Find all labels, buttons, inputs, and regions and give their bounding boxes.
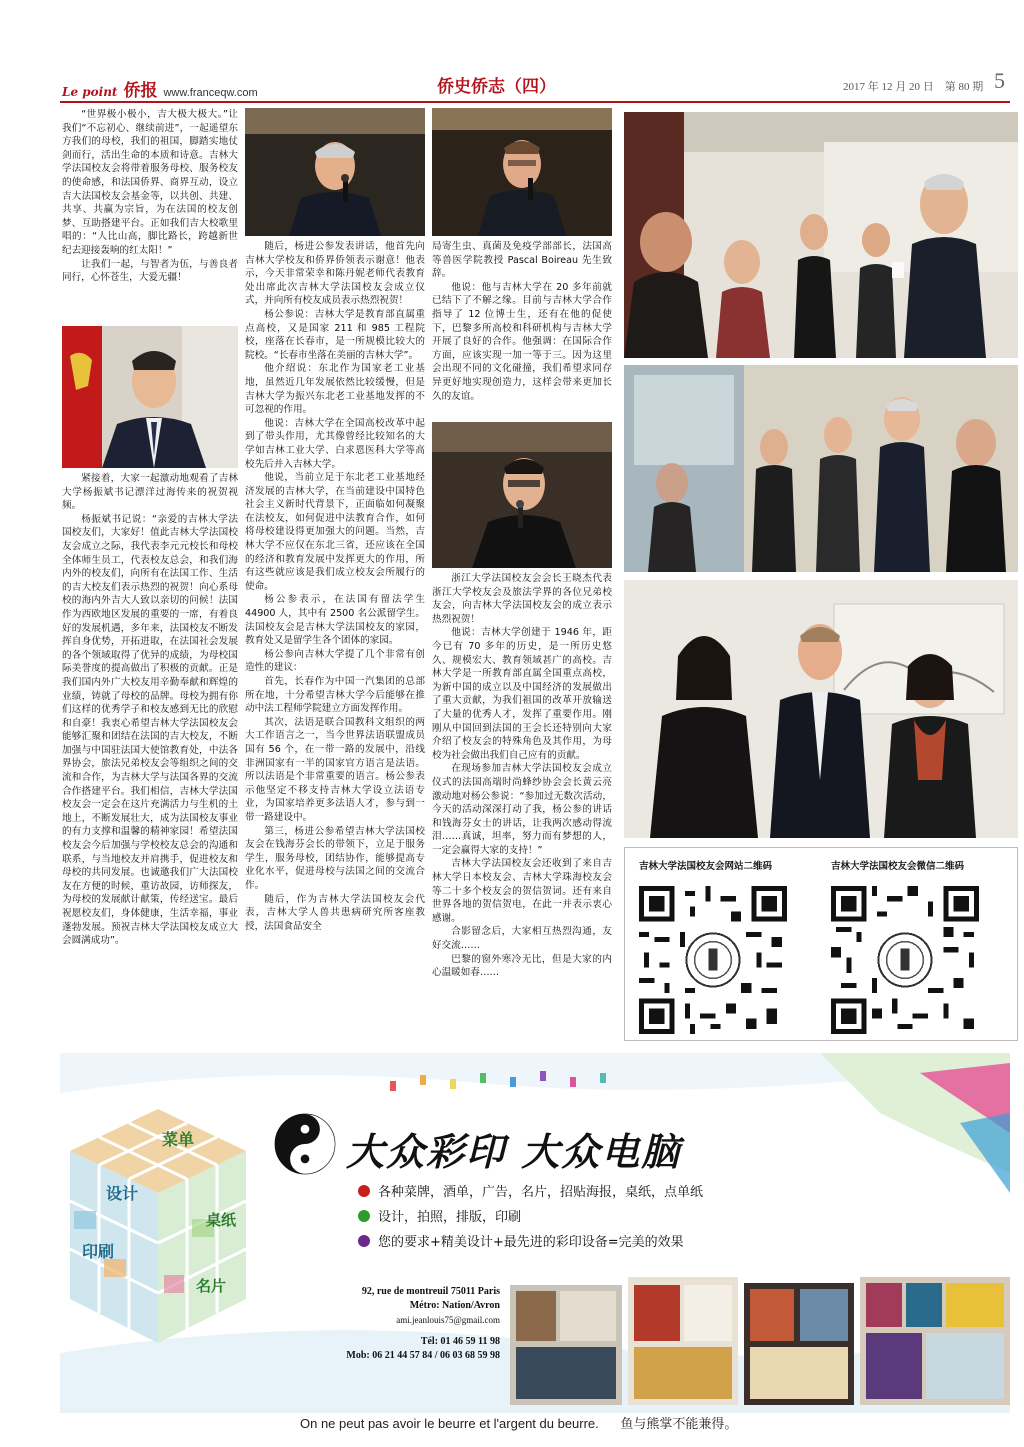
- paragraph: 第三，杨进公参希望吉林大学法国校友会在钱海芬会长的带领下，立足于服务学生，服务母校，团结协作，能够提高专业化水平，促进母校与法国之间的交流合作。: [245, 825, 425, 891]
- ad-bullet: 各种菜牌，酒单，广告，名片，招贴海报，桌纸，点单纸: [358, 1181, 703, 1200]
- ad-brand-name: 大众彩印 大众电脑: [346, 1129, 682, 1174]
- photo-reception-1: [624, 112, 1018, 358]
- photo-party-secretary: [62, 326, 238, 468]
- ad-bullet: 设计，拍照，排版，印刷: [358, 1206, 703, 1225]
- ad-metro: Métro: Nation/Avron: [409, 1300, 500, 1311]
- paragraph: 杨公参说：吉林大学是教育部直属重点高校，又是国家 211 和 985 工程院校，座落在长春市，是一所规模比较大的院校。“长春市坐落在美丽的吉林大学”。: [245, 308, 425, 361]
- ad-email[interactable]: ami.jeanlouis75@gmail.com: [396, 1315, 500, 1325]
- print-shop-ad: [60, 1053, 1010, 1413]
- photo-group-three: [624, 580, 1018, 838]
- paragraph: 让我们一起，与智者为伍，与善良者同行，心怀苍生，大爱无疆！: [62, 258, 238, 284]
- header-rule: [60, 101, 1010, 103]
- page-number: 5: [994, 68, 1005, 93]
- paragraph: “世界极小极小，吉大极大极大。”让我们“不忘初心、继续前进”，一起遥望东方我们的母校，我们的祖国，脚踏实地仗剑而行，活出生命的本质和诗意。吉林大学法国校友会将带着服务母校、服务校友的使命感，和法国侨界、商界互动，设立吉大法国校友会基金等，以共创、共建、共享、共赢为宗旨，为在法国的校友创梦、互助搭建平台。正如我们吉大校歌里唱的：“人比山高，脚比路长，跨越新世纪去迎接轰响的红太阳！”: [62, 109, 238, 256]
- column-1-top: [62, 108, 238, 320]
- photo-reception-2: [624, 365, 1018, 572]
- cube-label: 印刷: [82, 1242, 115, 1261]
- paragraph: 吉林大学法国校友会还收到了来自吉林大学日本校友会、吉林大学珠海校友会等二十多个校友会的贺信贺词。还有来自世界各地的贺信贺电，在此一并表示衷心感谢。: [432, 858, 612, 924]
- ad-address: 92, rue de montreuil 75011 Paris: [361, 1286, 500, 1297]
- paragraph: 浙江大学法国校友会会长王晓杰代表浙江大学校友会及旅法学界的各位兄弟校友会，向吉林大学法国校友会的成立表示热烈祝贺！: [432, 573, 612, 625]
- site-url[interactable]: www.franceqw.com: [163, 87, 258, 99]
- paragraph: 局寄生虫、真菌及免疫学部部长，法国高等兽医学院教授 Pascal Boireau 先生致辞。: [432, 241, 612, 280]
- masthead: [62, 76, 258, 101]
- bullet-dot-icon: [358, 1235, 370, 1247]
- cube-label: 设计: [106, 1184, 139, 1203]
- paragraph: 杨公参向吉林大学提了几个非常有创造性的建议：: [245, 648, 425, 674]
- qr-code-website[interactable]: [639, 886, 787, 1034]
- paragraph: 他说：吉林大学在全国高校改革中起到了带头作用，尤其像曾经比较知名的大学如吉林工业大学、白求恩医科大学等高校先后并入吉林大学。: [245, 417, 425, 470]
- issue-date: 2017 年 12 月 20 日 第 80 期: [843, 81, 984, 93]
- qr-site-title: 吉林大学法国校友会网站二维码: [639, 861, 773, 872]
- product-samples-collage: [510, 1277, 1010, 1407]
- masthead-title: 侨报: [123, 81, 158, 101]
- paragraph: 随后，杨进公参发表讲话，他首先向吉林大学校友和侨界侨领表示谢意！他表示，今天非常荣幸和陈丹妮老师代表教育处出席此次吉林大学法国校友会成立仪式，并向所有校友成员表示热烈祝贺！: [245, 241, 425, 307]
- qr-code-wechat[interactable]: [831, 886, 979, 1034]
- paragraph: 在现场参加吉林大学法国校友会成立仪式的法国高端时尚蜂纱协会会长黄云亮激动地对杨公参说：“参加过无数次活动，今天的活动深深打动了我，杨公参的讲话和钱海芬女士的讲话，让我两次感动得流泪……真诚，坦率，努力而有梦想的人，一定会赢得大家的支持！”: [432, 763, 612, 856]
- cube-label: 菜单: [162, 1130, 195, 1149]
- bullet-dot-icon: [358, 1210, 370, 1222]
- section-title: 侨史侨志（四）: [437, 77, 556, 97]
- column-2-text: [245, 240, 425, 1046]
- column-1-bottom: [62, 472, 238, 1044]
- paragraph: 他说，当前立足于东北老工业基地经济发展的吉林大学，在当前建设中国特色社会主义新时代背景下，正面临如何凝聚在法校友，如何促进中法教育合作，如何将母校建设得更加强大的问题。当然，吉林大学不应仅在东北三省，还应该在全国的经济和教育发展中发挥更大的作用，所有这些就应该是我们成立校友会所履行的使命。: [245, 472, 425, 592]
- photo-speaker-yang: [245, 108, 425, 236]
- column-3-bottom: [432, 572, 612, 1046]
- paragraph: 其次，法语是联合国教科文组织的两大工作语言之一，当今世界法语联盟成员国有 56 个，在一带一路的发展中，沿线非洲国家有一半的国家官方语言是法语。所以法语是个非常重要的语言。杨公参表示他坚定不移支持吉林大学设立法语专业，为国家培养更多法语人才，参与到一带一路建设中。: [245, 716, 425, 823]
- paragraph: 首先，长春作为中国一汽集团的总部所在地，十分希望吉林大学今后能够在推动中法工程师学院建立方面发挥作用。: [245, 676, 425, 715]
- ad-contact: [254, 1285, 500, 1363]
- yin-yang-logo-icon: [274, 1113, 336, 1175]
- ad-phone[interactable]: Tél: 01 46 59 11 98: [420, 1336, 500, 1347]
- cube-label: 桌纸: [206, 1211, 237, 1229]
- paragraph: 巴黎的窗外寒冷无比，但是大家的内心温暖如春……: [432, 953, 612, 979]
- masthead-small: Le point: [62, 85, 118, 99]
- qr-wechat-title: 吉林大学法国校友会微信二维码: [831, 861, 965, 872]
- rubiks-cube-graphic: [60, 1099, 256, 1349]
- paragraph: 他介绍说：东北作为国家老工业基地，虽然近几年发展依然比较缓慢，但是吉林大学为振兴东北老工业基地发挥的不可忽视的作用。: [245, 363, 425, 416]
- paragraph: 杨振斌书记说：“亲爱的吉林大学法国校友们，大家好！值此吉林大学法国校友会成立之际，我代表李元元校长和母校全体师生员工，代表校友总会，和我们海内外的校友们，向所有在法国工作、生活的吉大校友们表示热烈的祝贺！向心系母校的海内外吉大人致以亲切的问候！法国作为西欧地区发展的重要的一席，有着良好的发展机遇，多年来，法国校友不断发挥自身优势，开拓进取，在法国社会发展的各个领域取得了优异的成绩，为母校国际美誉度的提高做出了积极的贡献。正是我们国内外广大校友用辛勤奉献和辉煌的业绩，铸就了母校的品牌。母校为拥有你们这样的优秀学子和校友感到无比的欣慰和自豪！我衷心希望吉林大学法国校友会能够汇聚和团结在法国的吉大校友，不断加强与中国驻法国大使馆教育处，中法各界协会，旅法兄弟校友会等组织之间的交流和合作，为吉林大学与法国各界的交流合作搭建平台。我们相信，吉林大学法国校友会一定会在这片充满活力与生机的土地上，不断发展壮大，成为法国校友事业的有力支撑和温馨的精神家园！希望法国校友会今后加强与学校校友总会的沟通和联系，与当地校友并肩携手，促进校友和母校的共同发展。也诚邀我们广大法国校友在方便的时候，重访故园，访师探友，为母校的发展献计献策，传经送宝。最后祝愿校友们，身体健康，生活幸福，事业蓬勃发展。预祝吉林大学法国校友成立大会圆满成功”。: [62, 513, 238, 947]
- bullet-dot-icon: [358, 1185, 370, 1197]
- photo-speaker-wang: [432, 422, 612, 568]
- paragraph: 他说：他与吉林大学在 20 多年前就已结下了不解之缘。目前与吉林大学合作指导了 12 位博士生，还有在他的促使下，巴黎多所高校和科研机构与吉林大学开展了良好的合作。他强调：在国际合作方面，应该实现一加一等于三。因为这里会出现不同的文化碰撞，我们希望求同存异更好地实现创造力，这样会带来更加长久的友谊。: [432, 281, 612, 402]
- cube-label: 名片: [196, 1277, 227, 1295]
- proverb-chinese: 鱼与熊掌不能兼得。: [620, 1417, 738, 1432]
- qr-code-box: [624, 847, 1018, 1041]
- ad-bullet: 您的要求+精美设计+最先进的彩印设备=完美的效果: [358, 1231, 703, 1250]
- proverb-french: On ne peut pas avoir le beurre et l'argent du beurre.: [300, 1416, 599, 1431]
- proverb: [300, 1413, 737, 1432]
- paragraph: 紧接着，大家一起激动地观看了吉林大学杨振斌书记漂洋过海传来的祝贺视频。: [62, 473, 238, 512]
- paragraph: 他说：吉林大学创建于 1946 年，距今已有 70 多年的历史，是一所历史悠久、规模宏大、教育领域甚广的高校。吉林大学是一所教育部直属全国重点高校，为新中国的成立以及中国经济的发展做出了重大贡献，为我们祖国的改革开放输送了大量的优秀人才，发挥了重要作用。刚刚从中国回到法国的王会长还特别向大家介绍了校友会的特殊角色及其作用，为母校为社会做出我们自己应有的贡献。: [432, 627, 612, 761]
- paragraph: 合影留念后，大家相互热烈沟通，友好交流……: [432, 926, 612, 952]
- column-3-top: [432, 240, 612, 410]
- ad-mobile[interactable]: Mob: 06 21 44 57 84 / 06 03 68 59 98: [346, 1350, 500, 1361]
- paragraph: 杨公参表示，在法国有留法学生 44900 人，其中有 2500 名公派留学生。法国校友会是吉林大学法国校友的家园，教育处又是留学生各个团体的家园。: [245, 594, 425, 647]
- paragraph: 随后，作为吉林大学法国校友会代表，吉林大学人兽共患病研究所客座教授，法国食品安全: [245, 893, 425, 932]
- photo-speaker-boireau: [432, 108, 612, 236]
- ad-bullets: [358, 1181, 703, 1250]
